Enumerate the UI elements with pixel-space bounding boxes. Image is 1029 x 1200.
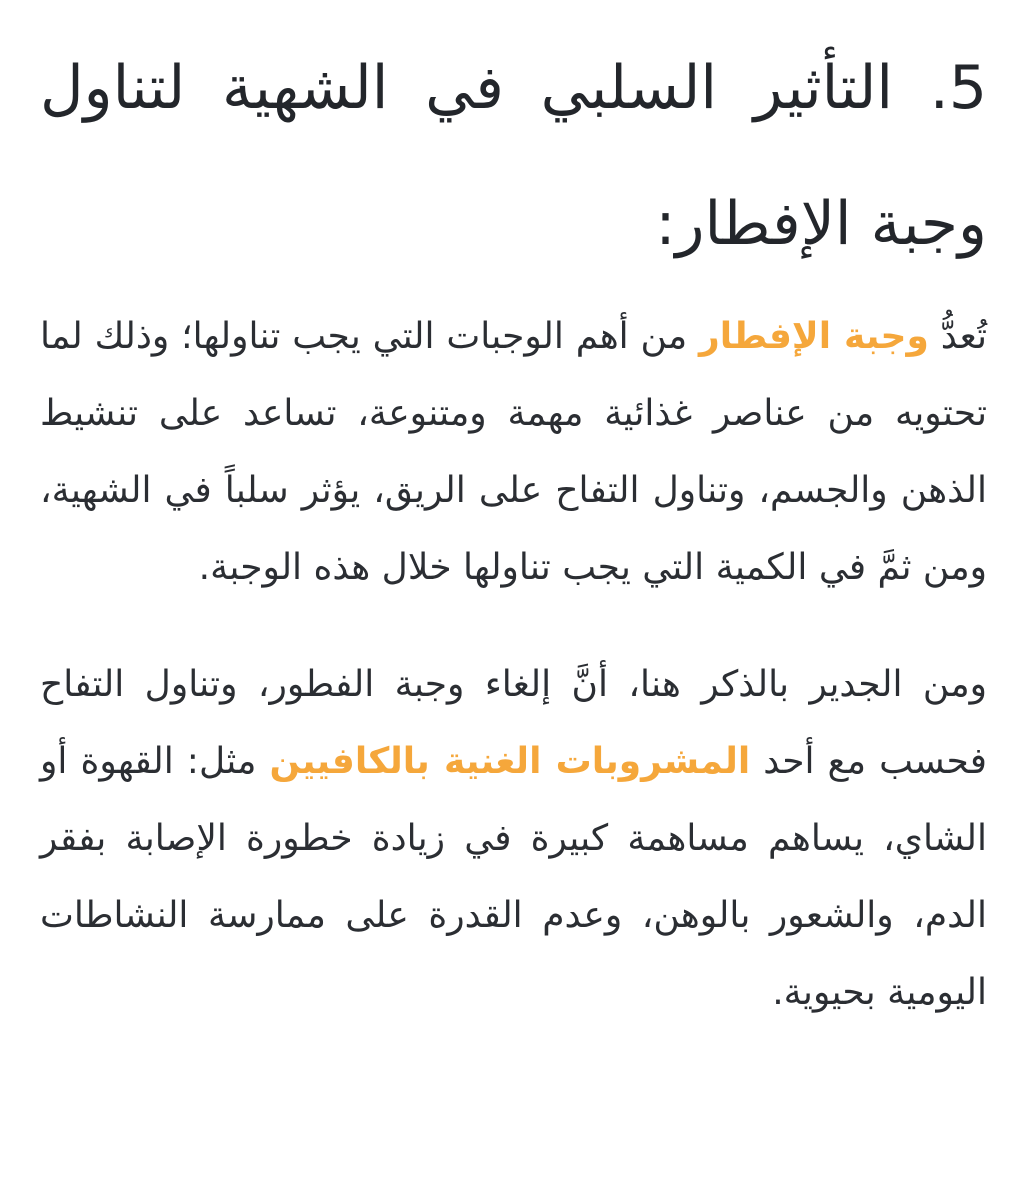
- article: [40, 20, 987, 1031]
- paragraph-2-text-end: مثل: القهوة أو الشاي، يساهم مساهمة كبيرة في زيادة خطورة الإصابة بفقر الدم، والشعور بالوهن، وعدم القدرة على ممارسة النشاطات اليومية بحيوية.: [40, 741, 987, 1013]
- paragraph-1-text-end: من أهم الوجبات التي يجب تناولها؛ وذلك لما تحتويه من عناصر غذائية مهمة ومتنوعة، تساعد على تنشيط الذهن والجسم، وتناول التفاح على الريق، يؤثر سلباً في الشهية، ومن ثمَّ في الكمية التي يجب تناولها خلال هذه الوجبة.: [40, 316, 987, 588]
- caffeine-drinks-link[interactable]: المشروبات الغنية بالكافيين: [269, 741, 751, 782]
- section-heading: 5. التأثير السلبي في الشهية لتناول وجبة الإفطار:: [40, 53, 987, 259]
- paragraph-breakfast-importance: [40, 298, 987, 606]
- breakfast-link[interactable]: وجبة الإفطار: [699, 316, 929, 357]
- paragraph-1-text-start: تُعدُّ: [928, 316, 987, 357]
- paragraph-skipping-breakfast: [40, 646, 987, 1031]
- paragraph-2-text-start: ومن الجدير بالذكر هنا، أنَّ إلغاء وجبة الفطور، وتناول التفاح فحسب مع أحد: [40, 664, 987, 782]
